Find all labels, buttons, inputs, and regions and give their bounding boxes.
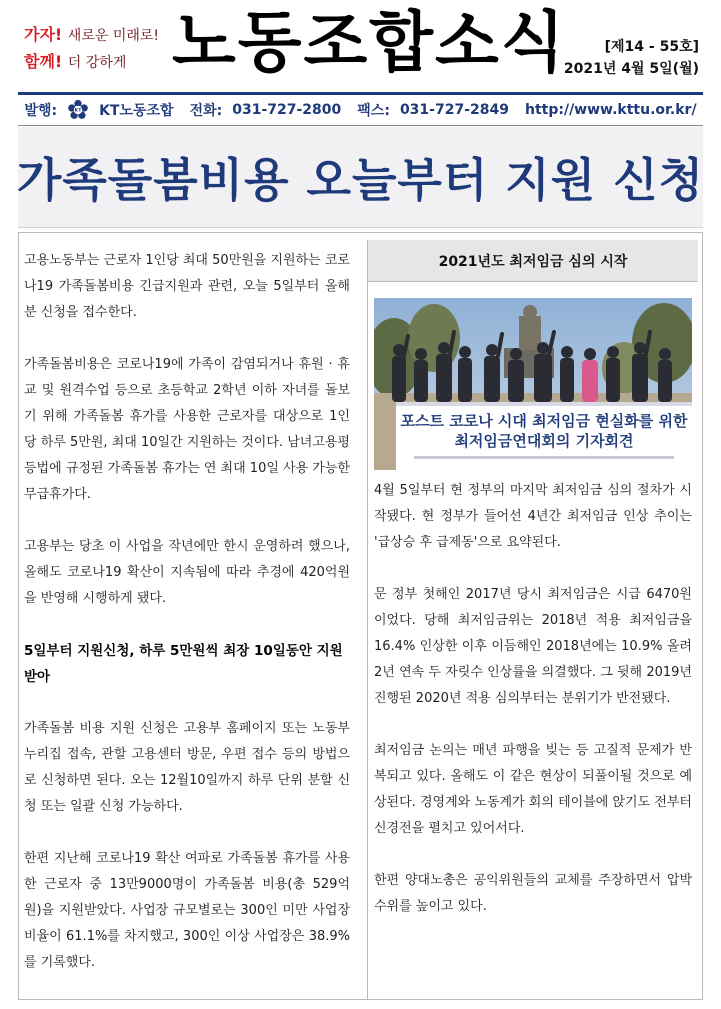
issue-number: [제14 - 55호] — [604, 39, 699, 55]
kt-flower-icon — [67, 99, 89, 121]
slogan-dark-1: 새로운 미래로! — [67, 28, 160, 44]
phone-number: 031-727-2800 — [232, 102, 342, 118]
side-article-heading: 2021년도 최저임금 심의 시작 — [368, 240, 698, 282]
headline: 가족돌봄비용 오늘부터 지원 신청 — [16, 153, 705, 207]
banner-line-1: 포스트 코로나 시대 최저임금 현실화를 위한 — [400, 412, 688, 430]
phone-label: 전화: — [189, 103, 223, 119]
press-conference-photo — [374, 298, 692, 470]
bottom-rule — [18, 125, 703, 126]
article-paragraph-4: 가족돌봄 비용 지원 신청은 고용부 홈페이지 또는 노동부 누리집 접속, 관할 고용센터 방문, 우편 접수 등의 방법으로 신청하면 된다. 오는 12월10일까지 하루 단위 분할 신청 또는 일괄 신청 가능하다. — [24, 721, 350, 814]
article-paragraph-2: 가족돌봄비용은 코로나19에 가족이 감염되거나 휴원 · 휴교 및 원격수업 등으로 초등학교 2학년 이하 자녀를 돌보기 위해 가족돌봄 휴가를 사용한 근로자를 대상으로 1인당 하루 5만원, 최대 10일간 지원하는 것이다. 남녀고용평등법에 규정된 가족돌봄 휴가는 연 최대 10일 사용 가능한 무급휴가다. — [24, 357, 350, 502]
slogan-dark-2: 더 강하게 — [67, 55, 127, 71]
masthead — [0, 0, 721, 92]
website-link[interactable]: http://www.kttu.or.kr/ — [524, 102, 697, 118]
svg-text:KT: KT — [74, 108, 82, 114]
slogan — [24, 22, 184, 76]
publisher-label: 발행: — [24, 103, 58, 119]
side-article — [367, 240, 697, 1000]
side-paragraph-2: 문 정부 첫해인 2017년 당시 최저임금은 시급 6470원이었다. 당해 최저임금위는 2018년 적용 최저임금을 16.4% 인상한 이후 이듬해인 2018년에는 10.9% 올려 2년 연속 두 자릿수 인상률을 의결했다. 그 뒷해 2019년 진행된 2020년 적용 심의부터는 분위기가 반전됐다. — [374, 587, 692, 706]
side-article-body — [374, 478, 692, 946]
article-subheading: 5일부터 지원신청, 하루 5만원씩 최장 10일동안 지원 받아 — [24, 643, 343, 685]
headline-box — [18, 127, 703, 228]
article-paragraph-5: 한편 지난해 코로나19 확산 여파로 가족돌봄 휴가를 사용한 근로자 중 13만9000명이 가족돌봄 비용(총 529억 원)을 지원받았다. 사업장 규모별로는 300인 미만 사업장 비율이 61.1%를 차지했고, 300인 이상 사업장은 38.9%를 기록했다. — [24, 851, 350, 970]
slogan-red-1: 가자! — [24, 25, 63, 44]
issue-info — [564, 36, 699, 80]
fax-label: 팩스: — [357, 103, 390, 119]
side-paragraph-1: 4월 5일부터 현 정부의 마지막 최저임금 심의 절차가 시작됐다. 현 정부가 들어선 4년간 최저임금 인상 추이는 '급상승 후 급제동'으로 요약된다. — [374, 483, 692, 550]
banner-line-2: 최저임금연대회의 기자회견 — [454, 432, 634, 450]
side-paragraph-3: 최저임금 논의는 매년 파행을 빚는 등 고질적 문제가 반복되고 있다. 올해도 이 같은 현상이 되풀이될 것으로 예상된다. 경영계와 노동계가 회의 테이블에 앉기도 전부터 신경전을 펼치고 있어서다. — [374, 743, 692, 836]
article-paragraph-1: 고용노동부는 근로자 1인당 최대 50만원을 지원하는 코로나19 가족돌봄비용 긴급지원과 관련, 오늘 5일부터 올해분 신청을 접수한다. — [24, 253, 350, 320]
contact-bar — [18, 96, 703, 124]
publisher-name: KT노동조합 — [99, 103, 174, 119]
main-article — [24, 248, 350, 1002]
top-rule — [18, 92, 703, 95]
issue-date: 2021년 4월 5일(월) — [563, 61, 699, 77]
side-paragraph-4: 한편 양대노총은 공익위원들의 교체를 주장하면서 압박 수위를 높이고 있다. — [374, 873, 692, 914]
fax-number: 031-727-2849 — [399, 102, 509, 118]
newspaper-title: 노동조합소식 — [172, 4, 567, 81]
slogan-red-2: 함께! — [24, 52, 63, 71]
article-paragraph-3: 고용부는 당초 이 사업을 작년에만 한시 운영하려 했으나, 올해도 코로나19 확산이 지속됨에 따라 추경에 420억원을 반영해 시행하게 됐다. — [24, 539, 350, 606]
